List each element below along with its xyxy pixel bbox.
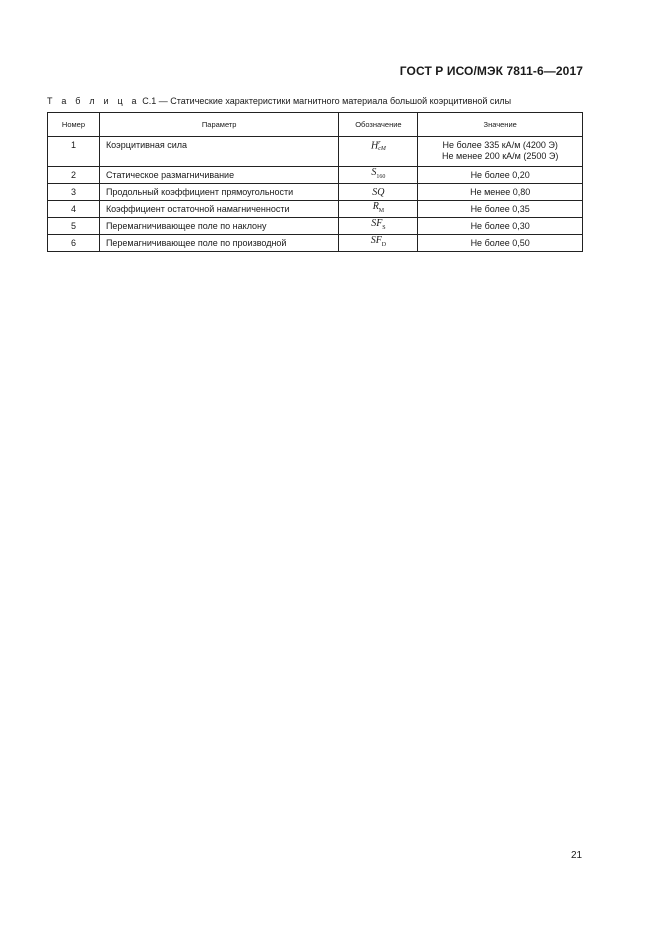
- row-parameter: Статическое размагничивание: [99, 167, 339, 184]
- row-parameter: Перемагничивающее поле по наклону: [99, 218, 339, 235]
- row-number: 2: [48, 167, 100, 184]
- row-number: 3: [48, 184, 100, 201]
- document-header: ГОСТ Р ИСО/МЭК 7811-6—2017: [399, 64, 583, 78]
- symbol-superscript: r: [378, 140, 381, 146]
- symbol-main: SQ: [372, 186, 385, 198]
- symbol-subscript: S: [382, 225, 386, 231]
- table-caption: [47, 96, 511, 106]
- table-row: [48, 184, 583, 201]
- row-number: 1: [48, 137, 100, 167]
- table-row: [48, 201, 583, 218]
- row-number: 6: [48, 235, 100, 252]
- characteristics-table: [47, 112, 583, 252]
- row-parameter: Коэрцитивная сила: [99, 137, 339, 167]
- symbol-subscript: cM: [378, 146, 386, 152]
- row-symbol: [339, 235, 418, 252]
- row-parameter: Продольный коэффициент прямоугольности: [99, 184, 339, 201]
- column-header-number: Номер: [48, 113, 100, 137]
- column-header-value: Значение: [418, 113, 583, 137]
- row-symbol: [339, 201, 418, 218]
- table-caption-label: Т а б л и ц а: [47, 96, 140, 106]
- row-value: Не менее 0,80: [418, 184, 583, 201]
- row-number: 4: [48, 201, 100, 218]
- symbol-main: SF: [371, 218, 383, 229]
- row-value: Не более 0,50: [418, 235, 583, 252]
- row-value-line-2: Не менее 200 кА/м (2500 Э): [442, 151, 559, 161]
- page-number: 21: [571, 850, 583, 861]
- symbol-main: S: [371, 167, 377, 178]
- row-symbol: [339, 137, 418, 167]
- symbol-main: H: [370, 140, 379, 152]
- row-symbol: [339, 167, 418, 184]
- row-symbol: [339, 218, 418, 235]
- symbol-subscript: M: [378, 208, 385, 214]
- symbol-main: SF: [370, 235, 382, 246]
- row-value-line-1: Не более 335 кА/м (4200 Э): [442, 140, 558, 150]
- column-header-parameter: Параметр: [99, 113, 339, 137]
- row-value: Не более 0,30: [418, 218, 583, 235]
- row-number: 5: [48, 218, 100, 235]
- row-parameter: Коэффициент остаточной намагниченности: [99, 201, 339, 218]
- table-caption-text: С.1 — Статические характеристики магнитного материала большой коэрцитивной силы: [142, 96, 512, 106]
- row-value: Не более 0,20: [418, 167, 583, 184]
- row-parameter: Перемагничивающее поле по производной: [99, 235, 339, 252]
- symbol-subscript: D: [381, 242, 387, 248]
- symbol-main: R: [372, 201, 379, 212]
- table-header-row: [48, 113, 583, 137]
- symbol-subscript: 160: [376, 174, 386, 180]
- row-symbol: [339, 184, 418, 201]
- table-row: [48, 218, 583, 235]
- table-row: [48, 137, 583, 167]
- row-value: [418, 137, 583, 167]
- column-header-symbol: Обозначение: [339, 113, 418, 137]
- table-row: [48, 167, 583, 184]
- table-row: [48, 235, 583, 252]
- row-value: Не более 0,35: [418, 201, 583, 218]
